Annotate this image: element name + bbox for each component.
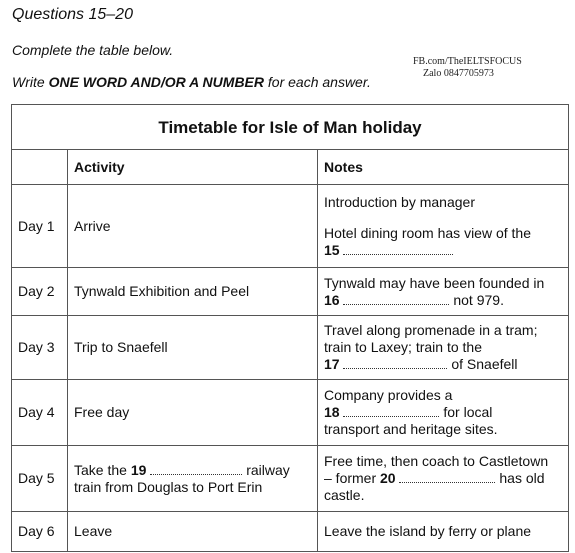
- question-number: 19: [130, 461, 147, 478]
- notes-cell: [318, 185, 569, 268]
- notes-cell: Leave the island by ferry or plane: [318, 512, 569, 552]
- notes-text: castle.: [324, 487, 365, 503]
- notes-text: train to Laxey; train to the: [324, 339, 482, 355]
- instruction-complete: Complete the table below.: [12, 42, 174, 58]
- notes-text: has old: [499, 470, 545, 486]
- table-row: [12, 380, 569, 446]
- activity-text: railway: [246, 461, 290, 478]
- answer-blank-15[interactable]: [343, 242, 453, 255]
- day-cell: Day 6: [12, 512, 68, 552]
- table-row: [12, 446, 569, 512]
- header-notes: Notes: [318, 150, 569, 185]
- table-title: Timetable for Isle of Man holiday: [12, 105, 569, 150]
- credit-watermark: [413, 56, 522, 80]
- timetable-table: [11, 104, 569, 552]
- activity-cell: Free day: [68, 380, 318, 446]
- questions-heading: Questions 15–20: [12, 6, 133, 23]
- answer-blank-20[interactable]: [399, 470, 495, 483]
- question-number: 17: [324, 356, 340, 372]
- answer-blank-17[interactable]: [343, 356, 447, 369]
- question-number: 18: [324, 404, 340, 420]
- notes-text: Introduction by manager: [324, 193, 475, 210]
- day-cell: Day 2: [12, 268, 68, 316]
- notes-text: Company provides a: [324, 387, 453, 403]
- table-row: [12, 268, 569, 316]
- instruction-bold: ONE WORD AND/OR A NUMBER: [48, 74, 264, 90]
- instruction-pre: Write: [12, 74, 49, 90]
- notes-text: transport and heritage sites.: [324, 421, 498, 437]
- table-row: [12, 512, 569, 552]
- notes-cell: [318, 446, 569, 512]
- question-number: 16: [324, 291, 340, 308]
- instruction-post: for each answer.: [264, 74, 371, 90]
- header-day: [12, 150, 68, 185]
- credit-zalo: Zalo 0847705973: [423, 68, 494, 79]
- activity-text: Take the: [74, 461, 127, 478]
- activity-cell: Leave: [68, 512, 318, 552]
- answer-blank-19[interactable]: [150, 462, 242, 475]
- day-cell: Day 5: [12, 446, 68, 512]
- day-cell: Day 1: [12, 185, 68, 268]
- instruction-word-limit: [12, 74, 371, 90]
- notes-text: of Snaefell: [451, 356, 518, 372]
- notes-text: Hotel dining room has view of the: [324, 224, 531, 241]
- notes-text: not 979.: [453, 291, 504, 308]
- table-row: [12, 316, 569, 380]
- notes-text: – former: [324, 470, 377, 486]
- notes-cell: [318, 268, 569, 316]
- header-activity: Activity: [68, 150, 318, 185]
- activity-cell: [68, 446, 318, 512]
- notes-cell: [318, 380, 569, 446]
- day-cell: Day 3: [12, 316, 68, 380]
- notes-cell: [318, 316, 569, 380]
- notes-text: for local: [443, 404, 493, 420]
- credit-facebook: FB.com/TheIELTSFOCUS: [413, 56, 522, 67]
- question-number: 15: [324, 241, 340, 258]
- question-number: 20: [380, 470, 396, 486]
- answer-blank-16[interactable]: [343, 292, 449, 305]
- table-row: [12, 185, 569, 268]
- activity-cell: Trip to Snaefell: [68, 316, 318, 380]
- notes-text: Free time, then coach to Castletown: [324, 453, 549, 469]
- activity-cell: Arrive: [68, 185, 318, 268]
- answer-blank-18[interactable]: [343, 404, 439, 417]
- notes-text: Travel along promenade in a tram;: [324, 322, 538, 338]
- activity-text: train from Douglas to Port Erin: [74, 478, 263, 495]
- day-cell: Day 4: [12, 380, 68, 446]
- notes-text: Tynwald may have been founded in: [324, 274, 545, 291]
- activity-cell: Tynwald Exhibition and Peel: [68, 268, 318, 316]
